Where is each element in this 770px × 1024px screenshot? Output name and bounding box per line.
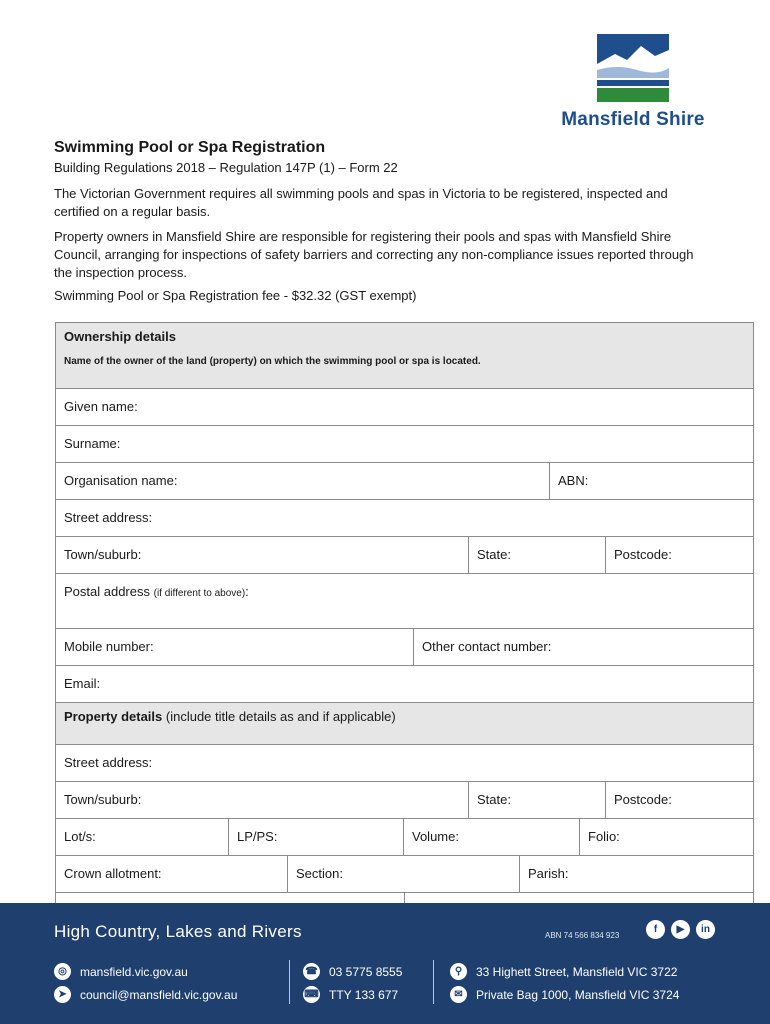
organisation-label: Organisation name: [64, 473, 178, 488]
postal-address-field[interactable] [56, 574, 753, 628]
property-state-label: State: [477, 792, 511, 807]
section-label: Section: [296, 866, 343, 881]
folio-label: Folio: [588, 829, 620, 844]
footer-postal-text: Private Bag 1000, Mansfield VIC 3724 [476, 987, 680, 1002]
other-contact-label: Other contact number: [422, 639, 552, 654]
footer-email-text: council@mansfield.vic.gov.au [80, 987, 238, 1002]
property-section-header [56, 702, 753, 744]
property-heading-note: (include title details as and if applicable) [165, 709, 396, 724]
facebook-icon[interactable]: f [646, 920, 665, 939]
youtube-icon[interactable]: ▶ [671, 920, 690, 939]
keypad-icon: ⌨ [303, 986, 320, 1003]
abn-label: ABN: [558, 473, 589, 488]
crown-allotment-field[interactable] [56, 856, 287, 892]
registration-form [55, 322, 754, 930]
footer-phone-text: 03 5775 8555 [329, 964, 403, 979]
responsibility-paragraph: Property owners in Mansfield Shire are responsible for registering their pools and spas with Mansfield Shire Council, arranging for inspections of safety barriers and correcting any non-compliance issues reported through the inspection process. [54, 229, 694, 280]
property-town-label: Town/suburb: [64, 792, 142, 807]
property-postcode-field[interactable] [605, 782, 751, 818]
social-links [646, 920, 715, 939]
surname-row [56, 425, 753, 462]
property-street-field[interactable] [56, 745, 753, 781]
footer-abn: ABN 74 566 834 923 [545, 931, 620, 940]
footer-divider [289, 960, 290, 1004]
lpps-label: LP/PS: [237, 829, 278, 844]
mobile-label: Mobile number: [64, 639, 154, 654]
surname-label: Surname: [64, 436, 121, 451]
globe-icon: ◎ [54, 963, 71, 980]
lots-field[interactable] [56, 819, 228, 855]
intro-paragraph: The Victorian Government requires all swimming pools and spas in Victoria to be registered, inspected and certified on a regular basis. [54, 186, 668, 219]
phone-icon: ☎ [303, 963, 320, 980]
footer-divider [433, 960, 434, 1004]
crown-allotment-label: Crown allotment: [64, 866, 162, 881]
linkedin-icon[interactable]: in [696, 920, 715, 939]
postal-address-label: Postal address [64, 584, 150, 599]
footer-postal [450, 986, 679, 1003]
volume-label: Volume: [412, 829, 459, 844]
other-contact-field[interactable] [413, 629, 751, 665]
footer-website-text: mansfield.vic.gov.au [80, 964, 188, 979]
folio-field[interactable] [579, 819, 751, 855]
postal-address-colon: : [245, 584, 249, 599]
mansfield-shire-logo [548, 34, 718, 131]
footer-address [450, 963, 677, 980]
ownership-note: Name of the owner of the land (property) on which the swimming pool or spa is located. [64, 356, 481, 367]
property-heading: Property details [64, 709, 163, 724]
town-label: Town/suburb: [64, 547, 142, 562]
ownership-section-header [56, 322, 753, 388]
footer-tagline: High Country, Lakes and Rivers [54, 922, 302, 941]
envelope-icon: ✉ [450, 986, 467, 1003]
town-row [56, 536, 753, 573]
given-name-label: Given name: [64, 399, 138, 414]
property-town-row [56, 781, 753, 818]
postcode-label: Postcode: [614, 547, 672, 562]
location-pin-icon: ⚲ [450, 963, 467, 980]
state-label: State: [477, 547, 511, 562]
property-state-field[interactable] [468, 782, 605, 818]
organisation-field[interactable] [56, 463, 549, 499]
footer-website[interactable] [54, 963, 188, 980]
property-street-label: Street address: [64, 755, 153, 770]
given-name-row [56, 388, 753, 425]
ownership-heading: Ownership details [64, 329, 176, 344]
postal-address-note: (if different to above) [153, 588, 246, 599]
send-icon: ➤ [54, 986, 71, 1003]
parish-field[interactable] [519, 856, 751, 892]
property-town-field[interactable] [56, 782, 468, 818]
parish-label: Parish: [528, 866, 569, 881]
street-address-label: Street address: [64, 510, 153, 525]
property-postcode-label: Postcode: [614, 792, 672, 807]
abn-field[interactable] [549, 463, 751, 499]
mobile-field[interactable] [56, 629, 413, 665]
surname-field[interactable] [56, 426, 753, 462]
footer [0, 903, 770, 1024]
footer-phone[interactable] [303, 963, 402, 980]
email-label: Email: [64, 676, 101, 691]
postal-address-row [56, 573, 753, 628]
crown-row [56, 855, 753, 892]
town-field[interactable] [56, 537, 468, 573]
street-address-field[interactable] [56, 500, 753, 536]
footer-tty-text: TTY 133 677 [329, 987, 399, 1002]
form-subtitle: Building Regulations 2018 – Regulation 147P (1) – Form 22 [54, 160, 398, 175]
section-field[interactable] [287, 856, 519, 892]
form-title: Swimming Pool or Spa Registration [54, 139, 326, 156]
footer-email[interactable] [54, 986, 237, 1003]
state-field[interactable] [468, 537, 605, 573]
title-details-row [56, 818, 753, 855]
logo-wordmark: Mansfield Shire [561, 109, 705, 130]
lpps-field[interactable] [228, 819, 403, 855]
organisation-row [56, 462, 753, 499]
footer-tty[interactable] [303, 986, 398, 1003]
lots-label: Lot/s: [64, 829, 96, 844]
property-street-row [56, 744, 753, 781]
contact-row [56, 628, 753, 665]
given-name-field[interactable] [56, 389, 753, 425]
footer-address-text: 33 Highett Street, Mansfield VIC 3722 [476, 964, 678, 979]
fee-paragraph: Swimming Pool or Spa Registration fee - $32.32 (GST exempt) [54, 288, 417, 303]
email-row [56, 665, 753, 702]
street-address-row [56, 499, 753, 536]
email-field[interactable] [56, 666, 753, 702]
mountain-lake-logo-icon [597, 34, 669, 102]
volume-field[interactable] [403, 819, 579, 855]
postcode-field[interactable] [605, 537, 751, 573]
